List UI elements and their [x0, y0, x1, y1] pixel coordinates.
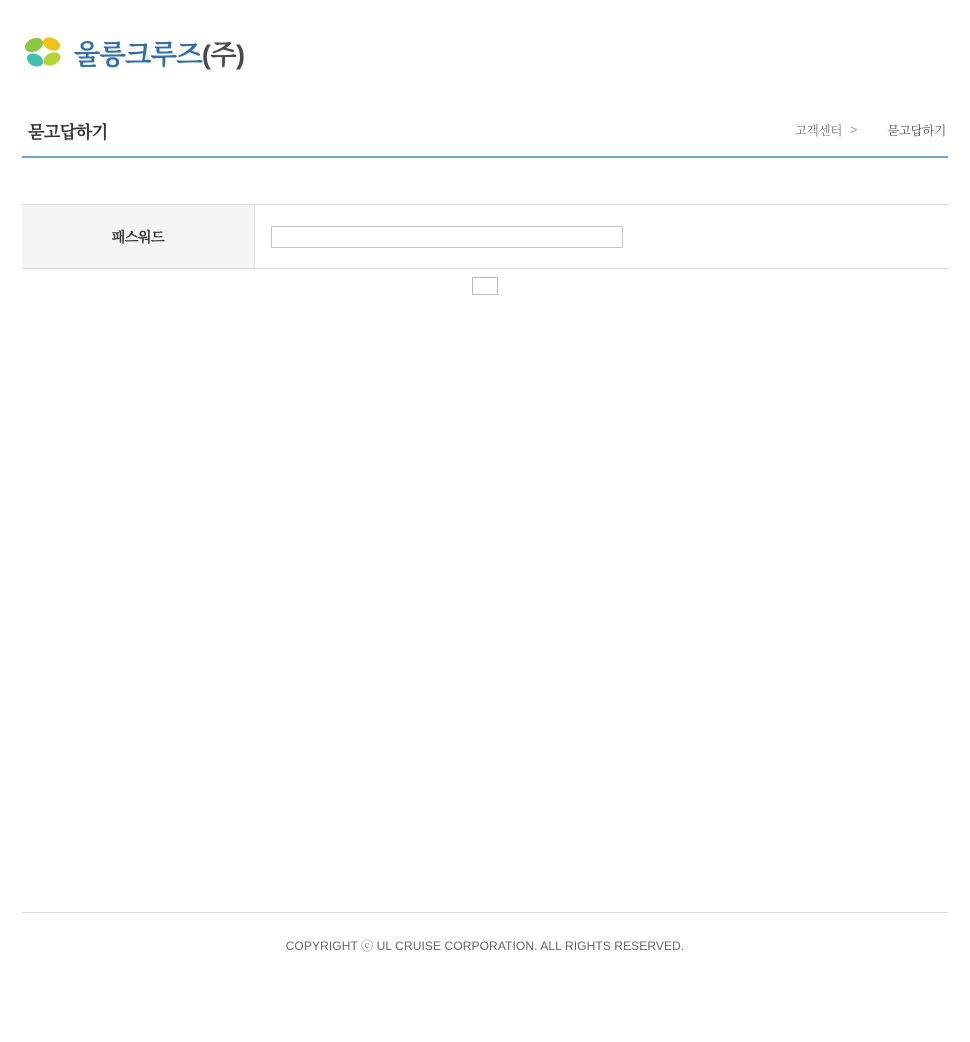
- logo-text-primary: 울릉크루즈: [74, 39, 202, 70]
- pinwheel-flower-icon: [22, 31, 64, 73]
- main-content: [22, 204, 948, 295]
- password-input[interactable]: [271, 226, 623, 248]
- page-title: 묻고답하기: [28, 122, 108, 142]
- breadcrumb-separator: >: [850, 123, 858, 137]
- password-form-table: [22, 204, 948, 269]
- password-label: 패스워드: [22, 205, 255, 269]
- submit-button[interactable]: [472, 277, 498, 295]
- site-footer: [22, 912, 948, 954]
- password-field-cell: [255, 205, 949, 269]
- breadcrumb-parent[interactable]: 고객센터: [795, 124, 843, 138]
- form-actions: [22, 277, 948, 295]
- copyright-text: COPYRIGHT ⓒ UL CRUISE CORPORATION. ALL RIGHTS RESERVED.: [285, 939, 685, 953]
- site-logo-text: [74, 33, 245, 72]
- breadcrumb: [795, 121, 948, 139]
- site-header: [0, 0, 970, 104]
- site-logo[interactable]: [22, 31, 245, 73]
- breadcrumb-current: 묻고답하기: [887, 124, 946, 138]
- table-row: [22, 205, 948, 269]
- logo-text-secondary: (주): [201, 39, 245, 70]
- page-titlebar: [22, 104, 948, 158]
